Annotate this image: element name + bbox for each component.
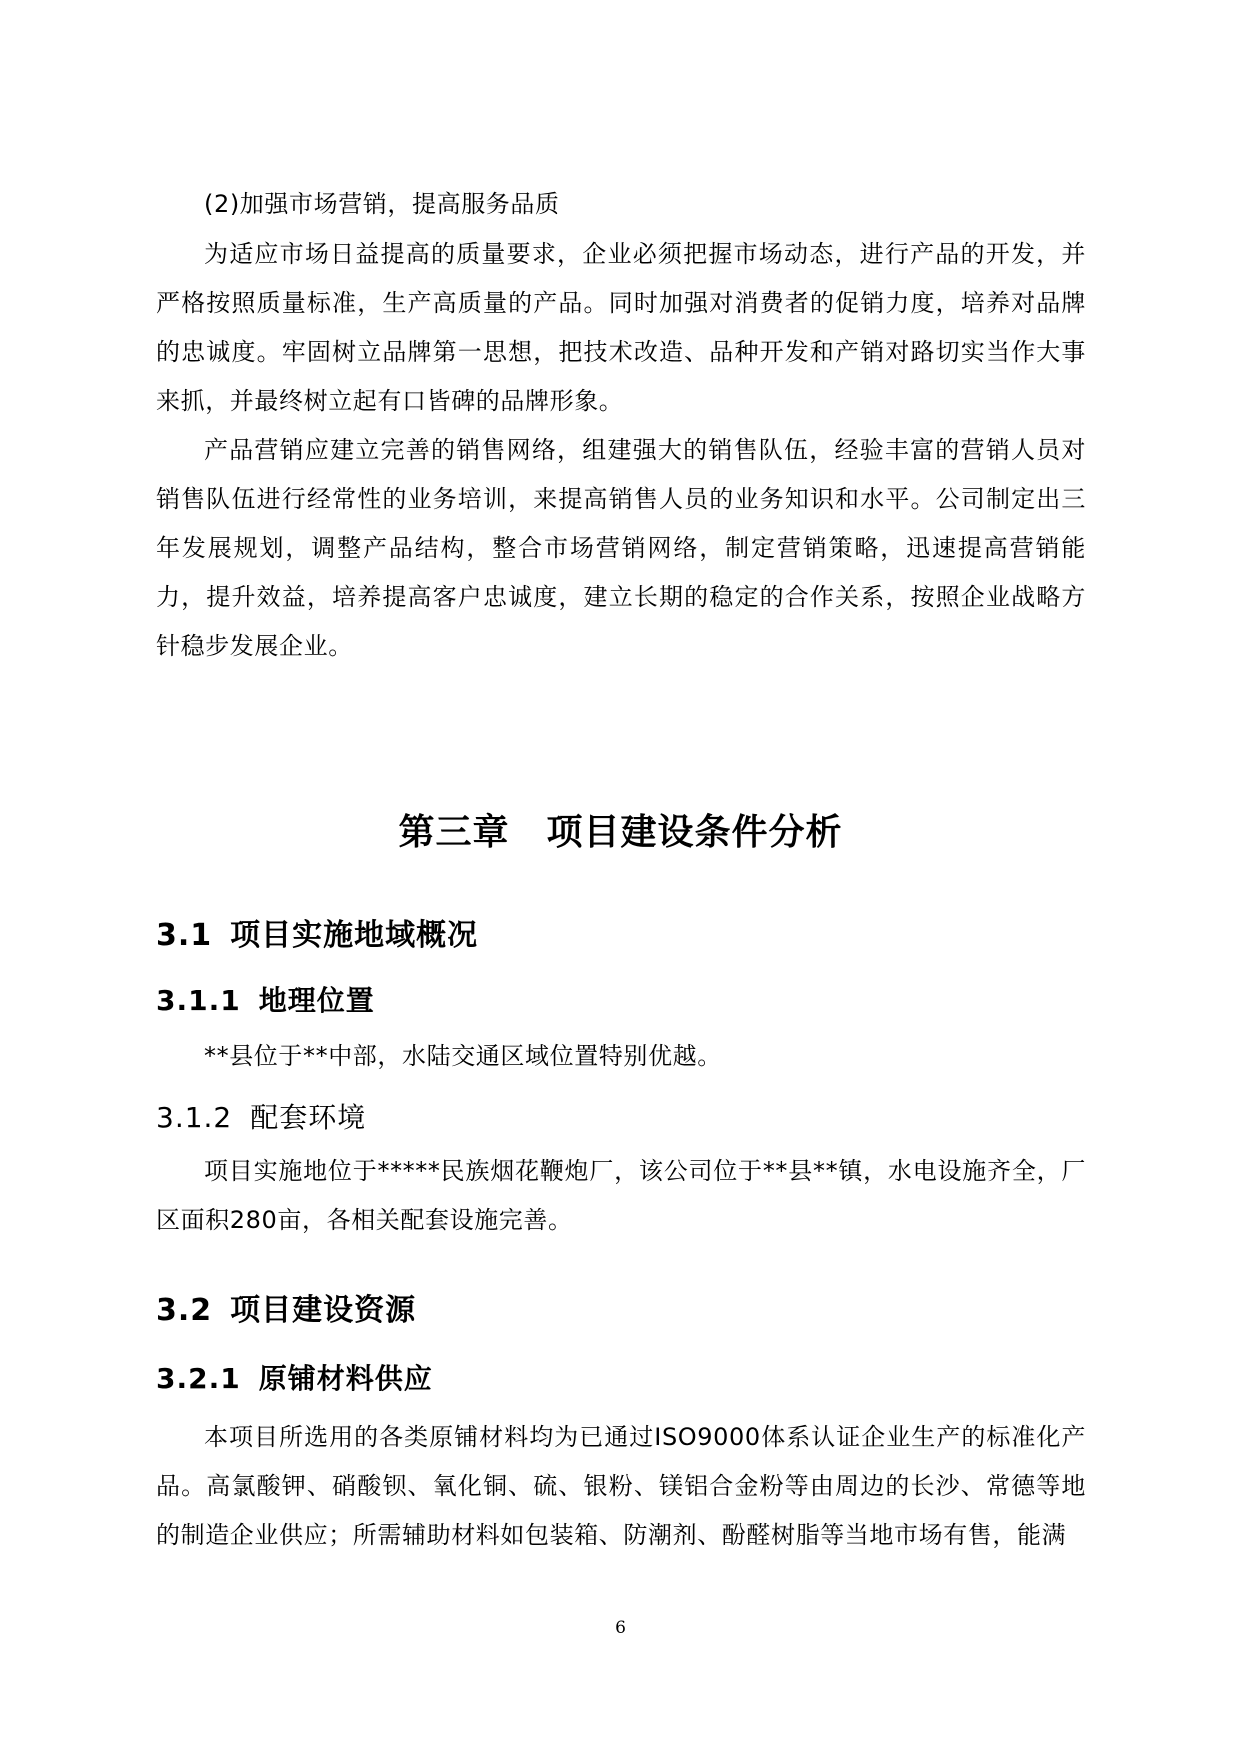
paragraph-quality: 为适应市场日益提高的质量要求，企业必须把握市场动态，进行产品的开发，并严格按照质量标准，生产高质量的产品。同时加强对消费者的促销力度，培养对品牌的忠诚度。牢固树立品牌第一思想，把技术改造、品种开发和产销对路切实当作大事来抓，并最终树立起有口皆碑的品牌形象。 [156, 240, 1086, 415]
paragraph-environment: 项目实施地位于*****民族烟花鞭炮厂，该公司位于**县**镇，水电设施齐全，厂区面积280亩，各相关配套设施完善。 [156, 1157, 1086, 1234]
section-heading-3-1-2 [156, 1096, 366, 1136]
section-number: 3.1 [156, 918, 213, 953]
section-number: 3.1.1 [156, 984, 241, 1017]
section-number: 3.1.2 [156, 1101, 233, 1134]
section-title: 原铺材料供应 [258, 1362, 433, 1395]
chapter-title: 第三章 项目建设条件分析 [398, 812, 843, 853]
section-number: 3.2.1 [156, 1362, 241, 1395]
section-heading-3-1 [156, 910, 478, 954]
section-number: 3.2 [156, 1293, 213, 1328]
section-title: 地理位置 [258, 984, 375, 1017]
page-number: 6 [615, 1618, 626, 1638]
section-title: 项目建设资源 [230, 1293, 417, 1328]
section-heading-3-2 [156, 1285, 416, 1329]
paragraph-raw-materials: 本项目所选用的各类原铺材料均为已通过ISO9000体系认证企业生产的标准化产品。高氯酸钾、硝酸钡、氧化铜、硫、银粉、镁铝合金粉等由周边的长沙、常德等地的制造企业供应；所需辅助材料如包装箱、防潮剂、酚醛树脂等当地市场有售，能满 [156, 1423, 1086, 1549]
paragraph-geography: **县位于**中部，水陆交通区域位置特别优越。 [204, 1042, 722, 1070]
section-heading-3-1-1 [156, 979, 375, 1019]
section-title: 配套环境 [250, 1101, 367, 1134]
paragraph-sales-network: 产品营销应建立完善的销售网络，组建强大的销售队伍，经验丰富的营销人员对销售队伍进行经常性的业务培训，来提高销售人员的业务知识和水平。公司制定出三年发展规划，调整产品结构，整合市场营销网络，制定营销策略，迅速提高营销能力，提升效益，培养提高客户忠诚度，建立长期的稳定的合作关系，按照企业战略方针稳步发展企业。 [156, 436, 1086, 660]
section-title: 项目实施地域概况 [230, 918, 479, 953]
section-heading-3-2-1 [156, 1357, 433, 1397]
item-title-marketing: (2)加强市场营销，提高服务品质 [204, 190, 560, 218]
